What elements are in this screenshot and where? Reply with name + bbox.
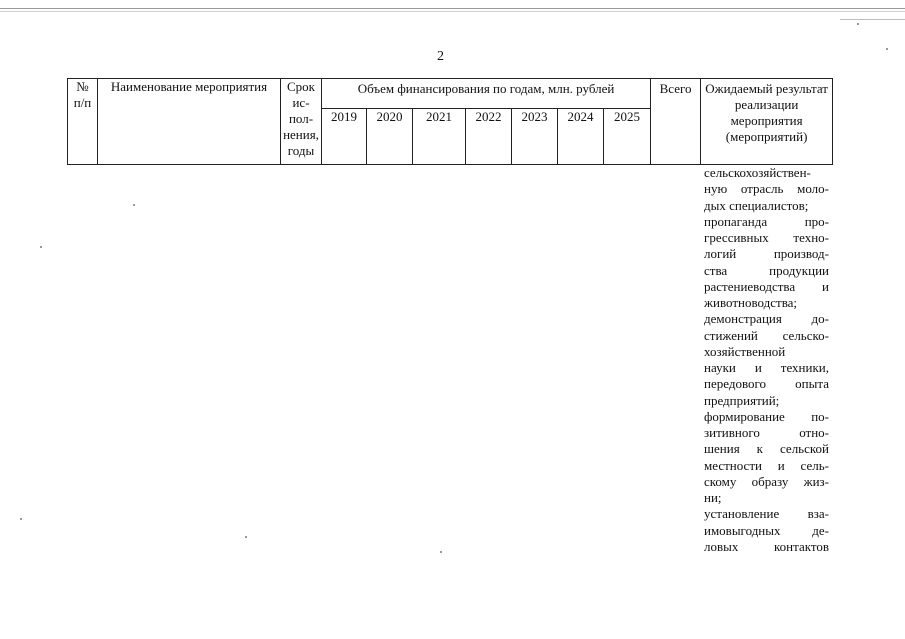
header-expected-result: Ожидаемый результат реализации мероприятия (мероприятий) <box>701 79 833 165</box>
header-total: Всего <box>651 79 701 165</box>
result-line: установление вза- <box>704 506 829 522</box>
header-year-2019: 2019 <box>322 109 367 165</box>
scan-speck <box>133 204 135 206</box>
result-line: имовыгодных де- <box>704 522 829 538</box>
header-year-2022: 2022 <box>466 109 512 165</box>
result-line: формирование по- <box>704 408 829 424</box>
header-year-2020: 2020 <box>367 109 413 165</box>
header-year-2024: 2024 <box>558 109 604 165</box>
scan-speck <box>886 48 888 50</box>
scan-speck <box>40 246 42 248</box>
scan-edge-line <box>0 8 905 9</box>
page-number: 2 <box>437 49 444 64</box>
result-line: ства продукции <box>704 262 829 278</box>
result-line: зитивного отно- <box>704 425 829 440</box>
scan-speck <box>440 551 442 553</box>
header-event-name: Наименование мероприятия <box>98 79 281 165</box>
result-line: местности и сель- <box>704 457 829 473</box>
result-line: дых специалистов; <box>704 197 809 213</box>
result-line: науки и техники, <box>704 360 829 375</box>
result-line: ловых контактов <box>704 538 829 554</box>
expected-result-text <box>704 165 829 555</box>
result-line: грессивных техно- <box>704 230 829 245</box>
result-line: демонстрация до- <box>704 311 829 327</box>
scan-speck <box>857 23 859 25</box>
funding-table-header <box>67 78 833 165</box>
result-line: предприятий; <box>704 392 780 408</box>
scan-edge-mark <box>840 19 905 20</box>
scan-speck <box>20 518 22 520</box>
header-year-2025: 2025 <box>604 109 651 165</box>
result-line: ни; <box>704 490 722 505</box>
result-line: стижений сельско- <box>704 327 829 343</box>
scan-edge-line-secondary <box>0 11 905 12</box>
header-term: Срок ис- пол- нения, годы <box>281 79 322 165</box>
result-line: логий производ- <box>704 246 829 262</box>
header-table-wrapper <box>67 78 833 165</box>
header-number: № п/п <box>68 79 98 165</box>
result-line: сельскохозяйствен- <box>704 165 811 180</box>
result-line: растениеводства и <box>704 278 829 294</box>
result-line: скому образу жиз- <box>704 473 829 489</box>
result-line: ную отрасль моло- <box>704 181 829 197</box>
result-line: передового опыта <box>704 376 829 392</box>
result-line: хозяйственной <box>704 343 786 359</box>
header-funding: Объем финансирования по годам, млн. рублей <box>322 79 651 109</box>
result-line: животноводства; <box>704 295 798 310</box>
header-year-2023: 2023 <box>512 109 558 165</box>
scan-speck <box>245 536 247 538</box>
result-line: шения к сельской <box>704 441 829 457</box>
result-line: пропаганда про- <box>704 213 829 229</box>
header-year-2021: 2021 <box>413 109 466 165</box>
